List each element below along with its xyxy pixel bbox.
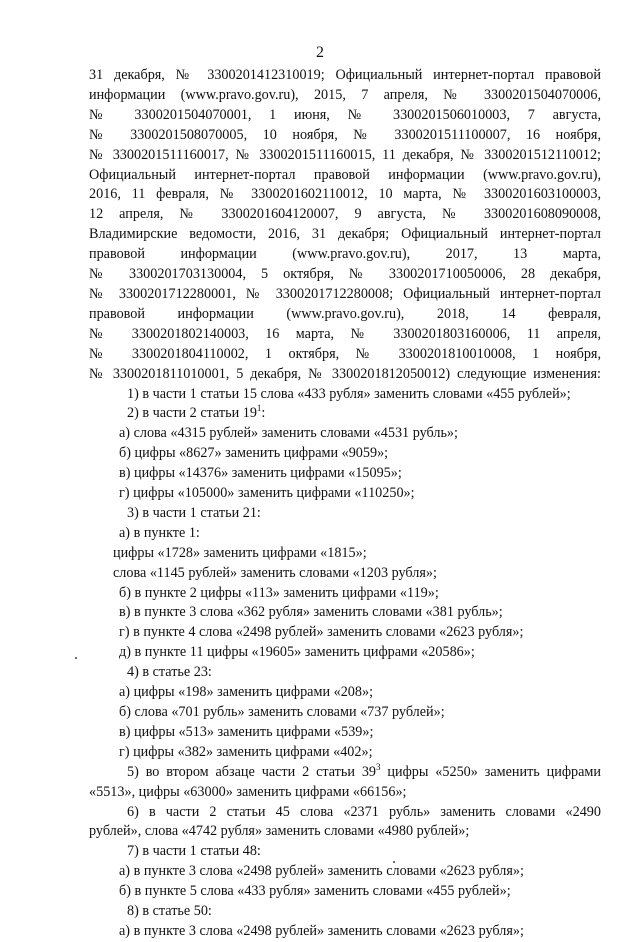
document-body <box>89 66 601 942</box>
text-line: 2016, 11 февраля, № 3300201602110012, 10 марта, № 3300201603100003, <box>89 186 601 203</box>
text-line: № 3300201712280001, № 3300201712280008; Официальный интернет-портал <box>89 285 601 302</box>
list-item: а) слова «4315 рублей» заменить словами «4531 рубль»; <box>119 425 458 442</box>
text-line: № 3300201703130004, 5 октября, № 3300201710050006, 28 декабря, <box>89 266 601 283</box>
scan-speck <box>75 657 77 659</box>
list-item: а) в пункте 3 слова «2498 рублей» заменить словами «2623 рубля»; <box>119 863 524 880</box>
list-item: слова «1145 рублей» заменить словами «1203 рубля»; <box>113 564 437 581</box>
list-item: рублей», слова «4742 рубля» заменить словами «4980 рублей»; <box>89 823 470 840</box>
text-line: № 3300201811010001, 5 декабря, № 3300201812050012) следующие изменения: <box>89 365 601 382</box>
list-item: 4) в статье 23: <box>127 664 212 681</box>
list-item: 3) в части 1 статьи 21: <box>127 504 261 521</box>
list-item: б) цифры «8627» заменить цифрами «9059»; <box>119 445 389 462</box>
scan-speck <box>393 861 395 863</box>
text-line: № 3300201511160017, № 3300201511160015, 11 декабря, № 3300201512110012; <box>89 146 601 163</box>
list-item: 7) в части 1 статьи 48: <box>127 843 261 860</box>
list-item: а) в пункте 1: <box>119 524 200 541</box>
list-item-tail: цифры «5250» заменить цифрами <box>387 763 601 780</box>
list-item-tail: : <box>261 405 266 422</box>
list-item: 8) в статье 50: <box>127 903 212 920</box>
text-line: информации (www.pravo.gov.ru), 2015, 7 апреля, № 3300201504070006, <box>89 86 601 103</box>
text-line: № 3300201802140003, 16 марта, № 3300201803160006, 11 апреля, <box>89 325 601 342</box>
list-item: а) цифры «198» заменить цифрами «208»; <box>119 684 374 701</box>
list-item: 6) в части 2 статьи 45 слова «2371 рубль» заменить словами «2490 <box>127 803 601 820</box>
superscript: 3 <box>376 761 381 772</box>
list-item: а) в пункте 3 слова «2498 рублей» заменить словами «2623 рубля»; <box>119 922 524 939</box>
text-line: правовой информации (www.pravo.gov.ru), 2017, 13 марта, <box>89 246 601 263</box>
list-item: в) цифры «513» заменить цифрами «539»; <box>119 723 374 740</box>
list-item: г) цифры «382» заменить цифрами «402»; <box>119 743 373 760</box>
list-item <box>89 404 601 424</box>
list-item: г) цифры «105000» заменить цифрами «110250»; <box>119 485 415 502</box>
text-line: 12 апреля, № 3300201604120007, 9 августа, № 3300201608090008, <box>89 206 601 223</box>
text-line: 31 декабря, № 3300201412310019; Официальный интернет-портал правовой <box>89 67 601 83</box>
text-line: правовой информации (www.pravo.gov.ru), 2018, 14 февраля, <box>89 305 601 322</box>
list-item: в) в пункте 3 слова «362 рубля» заменить словами «381 рубль»; <box>119 604 503 621</box>
superscript: 1 <box>256 403 262 414</box>
page-number: 2 <box>316 44 324 61</box>
list-item: б) в пункте 5 слова «433 рубля» заменить словами «455 рублей»; <box>119 883 511 900</box>
list-item-text: 5) во втором абзаце части 2 статьи 39 <box>127 763 377 780</box>
list-item: цифры «1728» заменить цифрами «1815»; <box>113 544 367 561</box>
list-item <box>89 763 601 783</box>
list-item: г) в пункте 4 слова «2498 рублей» заменить словами «2623 рубля»; <box>119 624 524 641</box>
list-item: д) в пункте 11 цифры «19605» заменить цифрами «20586»; <box>119 644 475 661</box>
list-item: б) слова «701 рубль» заменить словами «737 рублей»; <box>119 704 445 720</box>
list-item: 1) в части 1 статьи 15 слова «433 рубля» заменить словами «455 рублей»; <box>127 385 571 402</box>
text-line: Официальный интернет-портал правовой информации (www.pravo.gov.ru), <box>89 166 601 183</box>
list-item: б) в пункте 2 цифры «113» заменить цифрами «119»; <box>119 584 439 601</box>
text-line: № 3300201508070005, 10 ноября, № 3300201511100007, 16 ноября, <box>89 126 601 143</box>
text-line: № 3300201804110002, 1 октября, № 3300201810010008, 1 ноября, <box>89 345 601 362</box>
list-item-text: 2) в части 2 статьи 19 <box>127 405 257 422</box>
list-item: в) цифры «14376» заменить цифрами «15095»; <box>119 465 402 482</box>
text-line: № 3300201504070001, 1 июня, № 3300201506010003, 7 августа, <box>89 106 601 123</box>
text-line: Владимирские ведомости, 2016, 31 декабря; Официальный интернет-портал <box>89 226 601 243</box>
list-item: «5513», цифры «63000» заменить цифрами «66156»; <box>89 783 407 800</box>
